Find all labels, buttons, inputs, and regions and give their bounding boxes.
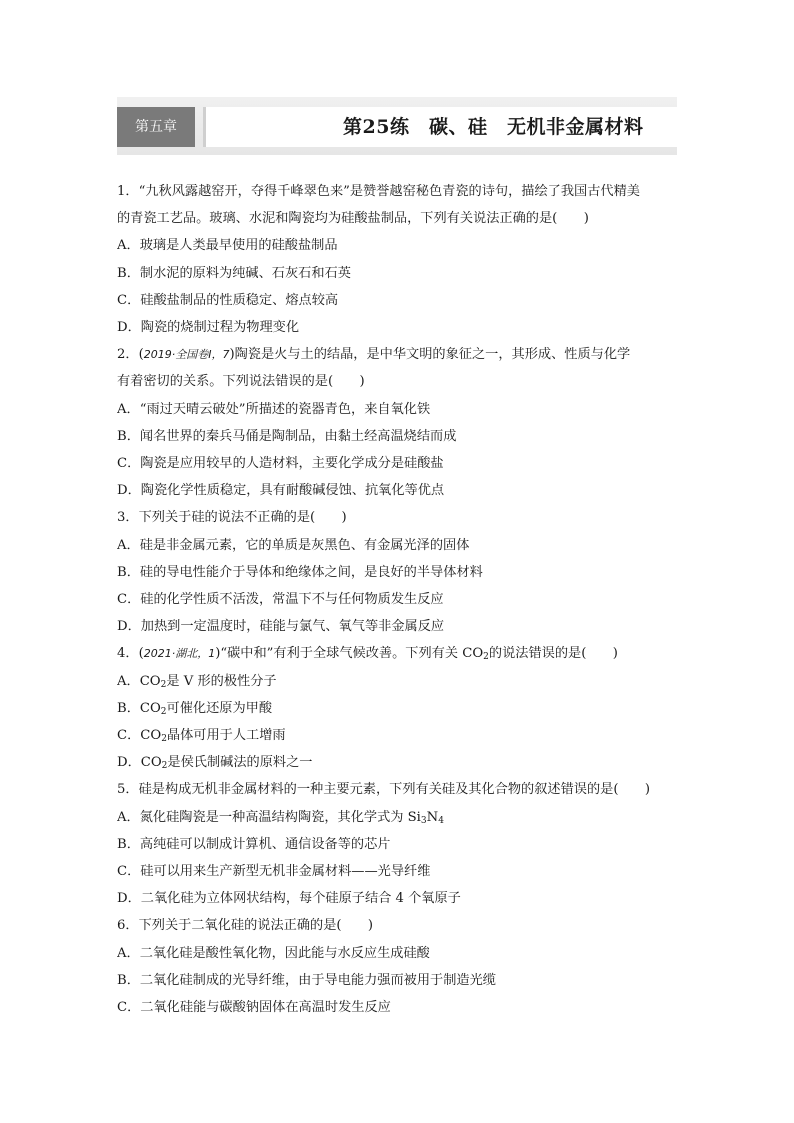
option-d [117, 749, 685, 776]
subscript: 2 [160, 679, 167, 690]
question-source: 2019·全国卷Ⅰ，7 [143, 348, 230, 362]
option-text: B．CO [117, 700, 161, 716]
option-c: C．硅酸盐制品的性质稳定、熔点较高 [117, 292, 339, 308]
subscript: 2 [161, 734, 167, 745]
question-3 [117, 504, 685, 640]
question-stem [117, 640, 685, 667]
option-text: 是 V 形的极性分子 [166, 673, 277, 689]
option-text: 可催化还原为甲酸 [166, 700, 273, 716]
option-a: A．二氧化硅是酸性氧化物，因此能与水反应生成硅酸 [117, 945, 430, 961]
question-number: 2．( [117, 347, 144, 363]
option-c: C．陶瓷是应用较早的人造材料，主要化学成分是硅酸盐 [117, 456, 444, 472]
option-a [117, 804, 685, 831]
option-d: D．二氧化硅为立体网状结构，每个硅原子结合 4 个氧原子 [117, 891, 461, 907]
question-list [117, 178, 685, 1021]
option-b [117, 695, 685, 722]
option-c: C．二氧化硅能与碳酸钠固体在高温时发生反应 [117, 1000, 391, 1016]
question-stem: 的青瓷工艺品。玻璃、水泥和陶瓷均为硅酸盐制品，下列有关说法正确的是( ) [117, 211, 589, 227]
option-c [117, 722, 685, 749]
option-d: D．加热到一定温度时，硅能与氯气、氧气等非金属反应 [117, 619, 445, 635]
option-a [117, 668, 685, 695]
question-stem: 3．下列关于硅的说法不正确的是( ) [117, 510, 347, 526]
question-stem: 1．“九秋风露越窑开，夺得千峰翠色来”是赞誉越窑秘色青瓷的诗句，描绘了我国古代精美 [117, 184, 640, 199]
question-stem [117, 341, 685, 368]
option-text: 晶体可用于人工增雨 [166, 728, 286, 744]
option-b: B．高纯硅可以制成计算机、通信设备等的芯片 [117, 836, 391, 852]
question-stem: 6．下列关于二氧化硅的说法正确的是( ) [117, 918, 374, 934]
subscript: 2 [160, 706, 167, 717]
option-c: C．硅的化学性质不活泼，常温下不与任何物质发生反应 [117, 592, 444, 608]
question-stem: 有着密切的关系。下列说法错误的是( ) [117, 374, 365, 390]
subscript: 4 [438, 815, 444, 826]
option-d: D．陶瓷化学性质稳定，具有耐酸碱侵蚀、抗氧化等优点 [117, 483, 445, 499]
option-a: A．硅是非金属元素，它的单质是灰黑色、有金属光泽的固体 [117, 537, 470, 553]
option-a: A．“雨过天晴云破处”所描述的瓷器青色，来自氧化铁 [117, 401, 431, 417]
question-4 [117, 640, 685, 776]
question-5 [117, 776, 685, 912]
stem-text: )“碳中和”有利于全球气候改善。下列有关 CO [215, 646, 484, 662]
option-a: A．玻璃是人类最早使用的硅酸盐制品 [117, 238, 338, 254]
option-b: B．闻名世界的秦兵马俑是陶制品，由黏土经高温烧结而成 [117, 428, 457, 444]
stem-text: )陶瓷是火与土的结晶，是中华文明的象征之一，其形成、性质与化学 [229, 347, 631, 363]
question-6 [117, 912, 685, 1021]
chapter-tab: 第五章 [117, 107, 195, 147]
option-text: A．CO [117, 673, 161, 689]
option-b: B．制水泥的原料为纯碱、石灰石和石英 [117, 265, 351, 281]
option-text: C．CO [117, 728, 162, 744]
option-text: D．CO [117, 755, 162, 771]
question-number: 4．( [117, 646, 144, 662]
option-d: D．陶瓷的烧制过程为物理变化 [117, 320, 300, 336]
page-title: 第25练 碳、硅 无机非金属材料 [343, 116, 644, 138]
page-header [117, 97, 677, 155]
question-stem: 5．硅是构成无机非金属材料的一种主要元素，下列有关硅及其化合物的叙述错误的是( ) [117, 782, 650, 798]
title-panel [203, 107, 677, 147]
subscript: 2 [483, 652, 489, 663]
option-b: B．二氧化硅制成的光导纤维，由于导电能力强而被用于制造光缆 [117, 972, 496, 988]
option-text: A．氮化硅陶瓷是一种高温结构陶瓷，其化学式为 Si [117, 809, 421, 825]
stem-text: 的说法错误的是( ) [488, 646, 618, 662]
option-text: 是侯氏制碱法的原料之一 [167, 755, 313, 771]
question-2 [117, 341, 685, 504]
option-text: N [426, 809, 439, 825]
question-1 [117, 178, 685, 341]
option-c: C．硅可以用来生产新型无机非金属材料——光导纤维 [117, 864, 431, 880]
subscript: 2 [161, 761, 168, 772]
subscript: 3 [420, 815, 427, 826]
option-b: B．硅的导电性能介于导体和绝缘体之间，是良好的半导体材料 [117, 564, 483, 580]
question-source: 2021·湖北，1 [143, 647, 216, 661]
